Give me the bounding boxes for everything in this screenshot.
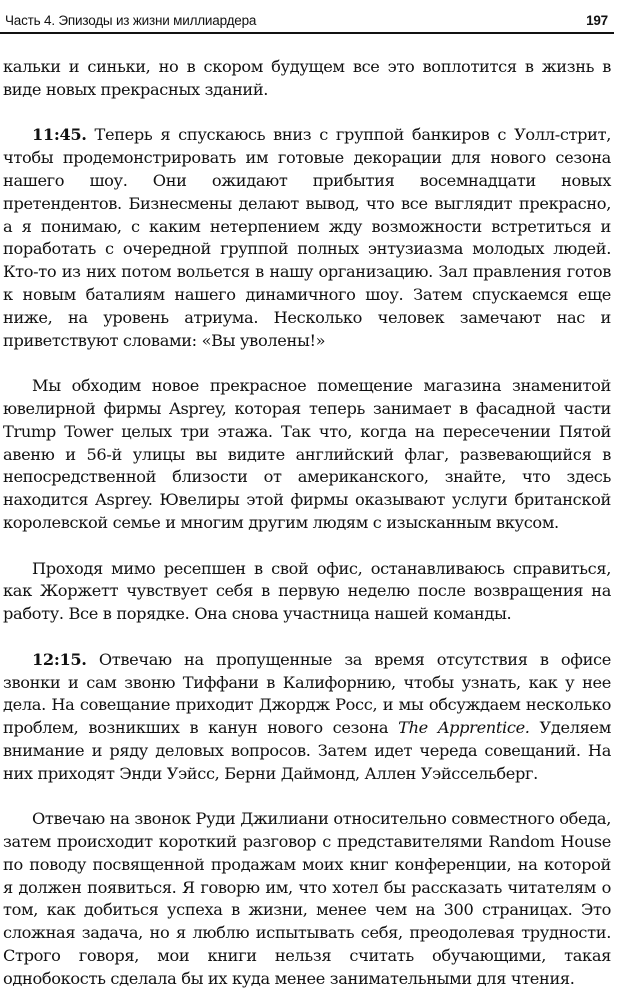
paragraph-text: кальки и синьки, но в скором будущем все это воплотится в жизнь в виде новых прекрасных зданий. bbox=[3, 57, 611, 99]
time-label: 11:45. bbox=[32, 125, 87, 145]
chapter-title: Часть 4. Эпизоды из жизни миллиардера bbox=[5, 13, 257, 28]
paragraph-text: Проходя мимо ресепшен в свой офис, останавливаюсь справиться, как Жоржетт чувствует себя в первую неделю после возвращения на работу. Все в порядке. Она снова участница нашей команды. bbox=[3, 558, 611, 624]
time-label: 12:15. bbox=[32, 649, 87, 669]
paragraph-continuation bbox=[3, 56, 611, 102]
paragraph-text: Мы обходим новое прекрасное помещение магазина знаменитой ювелирной фирмы Asprey, которая теперь занимает в фасадной части Trump Tower целых три этажа. Так что, когда на пересечении Пятой авеню и 56-й улицы вы видите английский флаг, развевающийся в непосредственной близости от американского, знайте, что здесь находится Asprey. Ювелиры этой фирмы оказывают услуги британской королевской семье и многим другим людям с изысканным вкусом. bbox=[3, 376, 611, 532]
header-rule bbox=[0, 32, 614, 34]
running-header bbox=[5, 2, 608, 28]
paragraph-giuliani bbox=[3, 808, 611, 990]
paragraph-text: Уделяем внимание и ряду деловых вопросов. Затем идет череда совещаний. На них приходят Энди Уэйсс, Берни Даймонд, Аллен Уэйссельберг. bbox=[3, 718, 611, 783]
paragraph-text: Отвечаю на звонок Руди Джилиани относительно совместного обеда, затем происходит короткий разговор с представителями Random House по поводу посвященной продажам моих книг конференции, на которой я должен появиться. Я говорю им, что хотел бы рассказать читателям о том, как добиться успеха в жизни, менее чем на 300 страницах. Это сложная задача, но я люблю испытывать себя, преодолевая трудности. Строго говоря, мои книги нельзя считать обучающими, такая однобокость сделала бы их куда менее занимательными для чтения. bbox=[3, 809, 611, 988]
paragraph-text: Теперь я спускаюсь вниз с группой банкиров с Уолл-стрит, чтобы продемонстрировать им готовые декорации для нового сезона нашего шоу. Они ожидают прибытия восемнадцати новых претендентов. Бизнесмены делают вывод, что все выглядит прекрасно, а я понимаю, с каким нетерпением жду возможности встретиться и поработать с очередной группой полных энтузиазма молодых людей. Кто-то из них потом вольется в нашу организацию. Зал правления готов к новым баталиям нашего динамичного шоу. Затем спускаемся еще ниже, на уровень атриума. Несколько человек замечают нас и приветствуют словами: «Вы уволены!» bbox=[3, 125, 611, 350]
body-text bbox=[3, 56, 611, 991]
paragraph-text: Отвечаю на пропущенные за время отсутствия в офисе звонки и сам звоню Тиффани в Калифорнию, чтобы узнать, как у нее дела. На совещание приходит Джордж Росс, и мы обсуждаем несколько проблем, возникших в канун нового сезона bbox=[3, 649, 611, 738]
paragraph-asprey bbox=[3, 375, 611, 535]
paragraph-1215 bbox=[3, 649, 611, 786]
page-number: 197 bbox=[586, 13, 608, 28]
paragraph-1145 bbox=[3, 124, 611, 352]
book-title: The Apprentice. bbox=[398, 718, 530, 738]
paragraph-reception bbox=[3, 558, 611, 626]
